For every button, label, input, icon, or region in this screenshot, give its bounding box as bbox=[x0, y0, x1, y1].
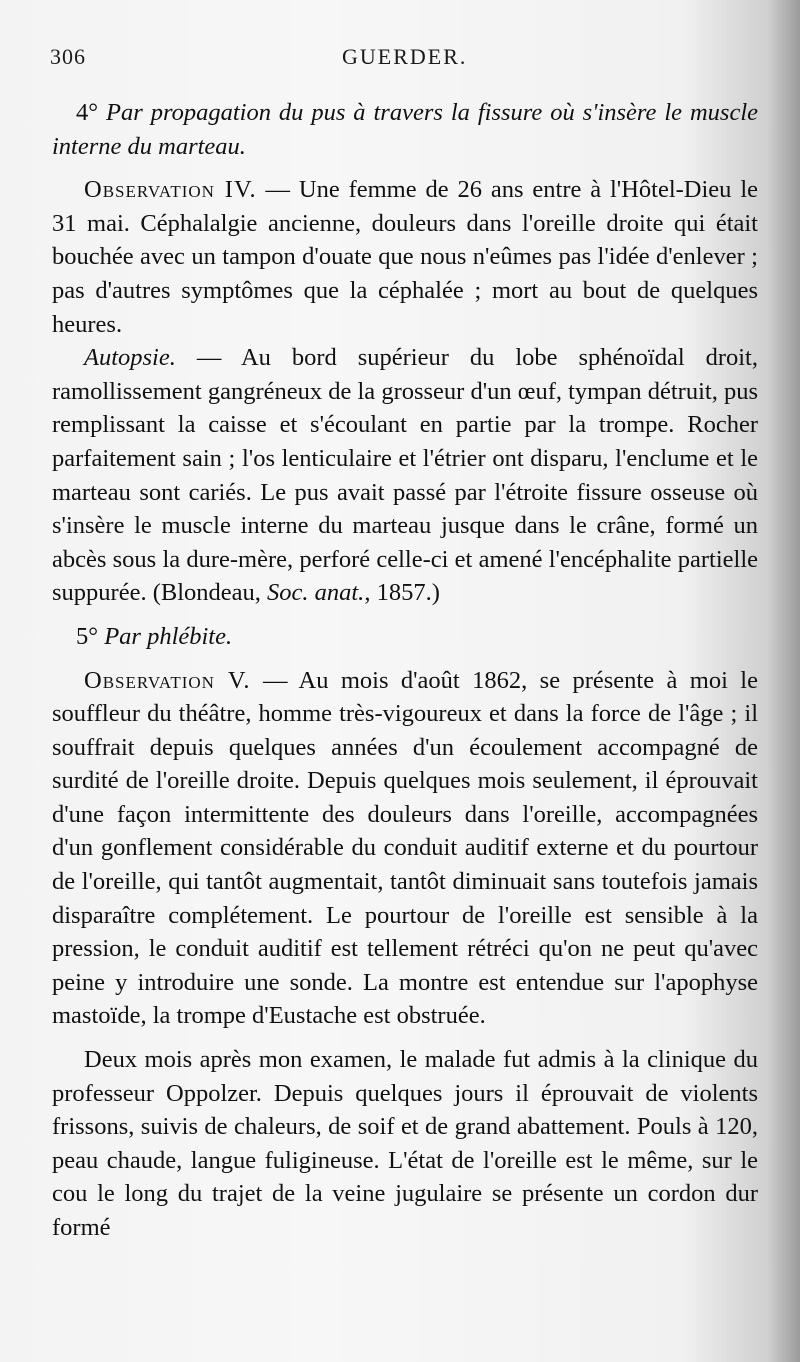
autopsy-paragraph bbox=[52, 341, 758, 610]
observation-heading: Observation IV. bbox=[84, 176, 257, 204]
observation-paragraph bbox=[52, 664, 758, 1034]
page-header bbox=[50, 44, 750, 74]
autopsy-text: — Au bord supérieur du lobe sphénoïdal droit, ramollissement gangréneux de la grosseur d'un œuf, tympan détruit, pus remplissant la caisse et s'écoulant en partie par la trompe. Rocher parfaitement sain ; l'os lenticulaire et l'étrier ont disparu, l'enclume et le marteau sont cariés. Le pus avait passé par l'étroite fissure osseuse où s'insère le muscle interne du marteau jusque dans le crâne, formé un abcès sous la dure-mère, perforé celle-ci et amené l'encéphalite partielle suppurée. (Blondeau, bbox=[52, 344, 758, 607]
body-paragraph: Deux mois après mon examen, le malade fut admis à la clinique du professeur Oppolzer. Depuis quelques jours il éprouvait de violents frissons, suivis de chaleurs, de soif et de grand abattement. Pouls à 120, peau chaude, langue fuligineuse. L'état de l'oreille est le même, sur le cou le long du trajet de la veine jugulaire se présente un cordon dur formé bbox=[52, 1046, 758, 1241]
section-heading-5 bbox=[52, 620, 758, 654]
section-number: 4° bbox=[76, 99, 99, 126]
page-number: 306 bbox=[50, 44, 86, 69]
source-citation: Soc. anat. bbox=[267, 579, 365, 607]
section-title: Par phlébite. bbox=[104, 622, 233, 650]
autopsy-text-end: , 1857.) bbox=[364, 579, 440, 607]
observation-text: — Une femme de 26 ans entre à l'Hôtel-Dieu le 31 mai. Céphalalgie ancienne, douleurs dans l'oreille droite qui était bouchée avec un tampon d'ouate que nous n'eûmes pas l'idée d'enlever ; pas d'autres symptômes que la céphalée ; mort au bout de quelques heures. bbox=[52, 176, 758, 338]
observation-paragraph bbox=[52, 173, 758, 341]
body-text bbox=[52, 96, 758, 1245]
section-number: 5° bbox=[76, 622, 99, 650]
autopsy-label: Autopsie. bbox=[84, 344, 176, 372]
observation-heading: Observation V. bbox=[84, 666, 251, 694]
observation-text: — Au mois d'août 1862, se présente à moi le souffleur du théâtre, homme très-vigoureux et dans la force de l'âge ; il souffrait depuis quelques années d'un écoulement accompagné de surdité de l'oreille droite. Depuis quelques mois seulement, il éprouvait d'une façon intermittente des douleurs dans l'oreille, accompagnées d'un gonflement considérable du conduit auditif externe et du pourtour de l'oreille, qui tantôt augmentait, tantôt diminuait sans toutefois jamais disparaître complétement. Le pourtour de l'oreille est sensible à la pression, le conduit auditif est tellement rétréci qu'on ne peut qu'avec peine y introduire une sonde. La montre est entendue sur l'apophyse mastoïde, la trompe d'Eustache est obstruée. bbox=[52, 666, 758, 1030]
section-title: Par propagation du pus à travers la fissure où s'insère le muscle interne du marteau. bbox=[52, 99, 759, 160]
section-heading-4 bbox=[52, 96, 758, 163]
running-title: GUERDER. bbox=[342, 44, 468, 69]
